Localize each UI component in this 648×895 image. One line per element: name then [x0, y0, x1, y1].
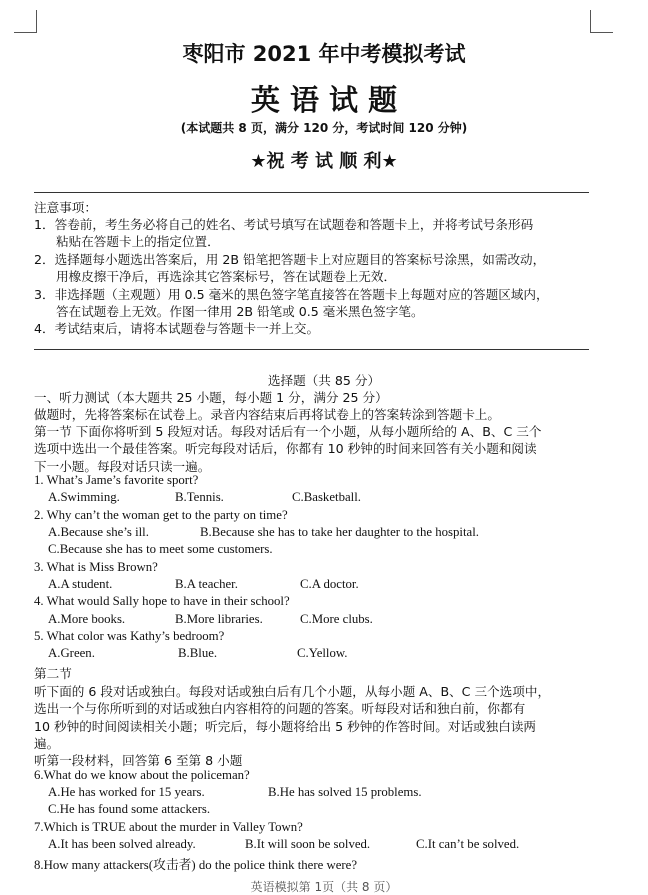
option-a: A.Green.	[48, 646, 95, 660]
exam-info: (本试题共 8 页，满分 120 分，考试时间 120 分钟)	[180, 121, 468, 135]
section-title: 选择题（共 85 分）	[267, 373, 381, 388]
section2-text: 遍。	[34, 736, 60, 751]
divider-top	[34, 192, 589, 193]
crop-mark-right	[590, 10, 613, 33]
question-stem: 4. What would Sally hope to have in their school?	[34, 594, 290, 608]
question-stem: 3. What is Miss Brown?	[34, 560, 158, 574]
notes-line: 用橡皮擦干净后，再选涂其它答案标号，答在试题卷上无效．	[56, 269, 397, 284]
section1-text: 第一节 下面你将听到 5 段短对话。每段对话后有一个小题，从每小题所给的 A、B、C 三个	[34, 424, 542, 439]
notes-line: 答在试题卷上无效。作图一律用 2B 铅笔或 0.5 毫米黑色签字笔。	[56, 304, 424, 319]
good-luck-banner: ★祝 考 试 顺 利★	[250, 151, 398, 172]
notes-line: 4．考试结束后，请将本试题卷与答题卡一并上交。	[34, 321, 320, 336]
question-stem: 8.How many attackers(攻击者) do the police think there were?	[34, 858, 358, 872]
section2-text: 选出一个与你所听到的对话或独白内容相符的问题的答案。听每段对话和独白前，你都有	[34, 701, 526, 716]
question-stem: 5. What color was Kathy’s bedroom?	[34, 629, 225, 643]
exam-title: 枣阳市 2021 年中考模拟考试	[182, 42, 466, 66]
option-a: A.It has been solved already.	[48, 837, 196, 851]
option-b: B.It will soon be solved.	[245, 837, 371, 851]
option-a: A.Swimming.	[48, 490, 120, 504]
section1-text: 下一小题。每段对话只读一遍。	[34, 459, 211, 474]
option-c: C.It can’t be solved.	[416, 837, 520, 851]
option-b: B.He has solved 15 problems.	[268, 785, 422, 799]
notes-line: 1．答卷前，考生务必将自己的姓名、考试号填写在试题卷和答题卡上，并将考试号条形码	[34, 217, 534, 232]
section2-text: 听下面的 6 段对话或独白。每段对话或独白后有几个小题，从每小题 A、B、C 三个选项中，	[34, 684, 551, 699]
question-stem: 2. Why can’t the woman get to the party on time?	[34, 508, 288, 522]
notes-line: 3．非选择题（主观题）用 0.5 毫米的黑色签字笔直接答在答题卡上每题对应的答题区域内，	[34, 287, 549, 302]
question-stem: 6.What do we know about the policeman?	[34, 768, 250, 782]
option-a: A.Because she’s ill.	[48, 525, 149, 539]
page-footer: 英语模拟第 1页（共 8 页）	[250, 880, 398, 894]
option-c: C.More clubs.	[300, 612, 373, 626]
option-b: B.Tennis.	[175, 490, 224, 504]
question-stem: 7.Which is TRUE about the murder in Valley Town?	[34, 820, 303, 834]
section1-text: 选项中选出一个最佳答案。听完每段对话后，你都有 10 秒钟的时间来回答有关小题和阅读	[34, 441, 537, 456]
option-c: C.He has found some attackers.	[48, 802, 211, 816]
crop-mark-left	[14, 10, 37, 33]
option-a: A.More books.	[48, 612, 126, 626]
subject-title: 英 语 试 题	[250, 83, 398, 117]
part2-heading: 第二节	[34, 666, 72, 681]
option-c: C.Yellow.	[297, 646, 348, 660]
option-b: B.A teacher.	[175, 577, 238, 591]
option-c: C.A doctor.	[300, 577, 359, 591]
option-b: B.More libraries.	[175, 612, 263, 626]
option-b: B.Because she has to take her daughter to the hospital.	[200, 525, 479, 539]
divider-bottom	[34, 349, 589, 350]
option-c: C.Because she has to meet some customers.	[48, 542, 273, 556]
notes-line: 粘贴在答题卡上的指定位置．	[56, 234, 220, 249]
listening-instruction: 做题时，先将答案标在试卷上。录音内容结束后再将试卷上的答案转涂到答题卡上。	[34, 407, 500, 422]
notes-line: 2．选择题每小题选出答案后，用 2B 铅笔把答题卡上对应题目的答案标号涂黑，如需改动，	[34, 252, 546, 267]
question-stem: 1. What’s Jame’s favorite sport?	[34, 473, 199, 487]
section2-text: 10 秒钟的时间阅读相关小题；听完后，每小题将给出 5 秒钟的作答时间。对话或独白读两	[34, 719, 537, 734]
option-a: A.A student.	[48, 577, 113, 591]
part1-heading: 一、听力测试（本大题共 25 小题，每小题 1 分，满分 25 分）	[34, 390, 388, 405]
option-a: A.He has worked for 15 years.	[48, 785, 205, 799]
notes-heading: 注意事项：	[34, 200, 97, 215]
option-b: B.Blue.	[178, 646, 218, 660]
option-c: C.Basketball.	[292, 490, 361, 504]
material-instruction: 听第一段材料，回答第 6 至第 8 小题	[34, 753, 243, 768]
